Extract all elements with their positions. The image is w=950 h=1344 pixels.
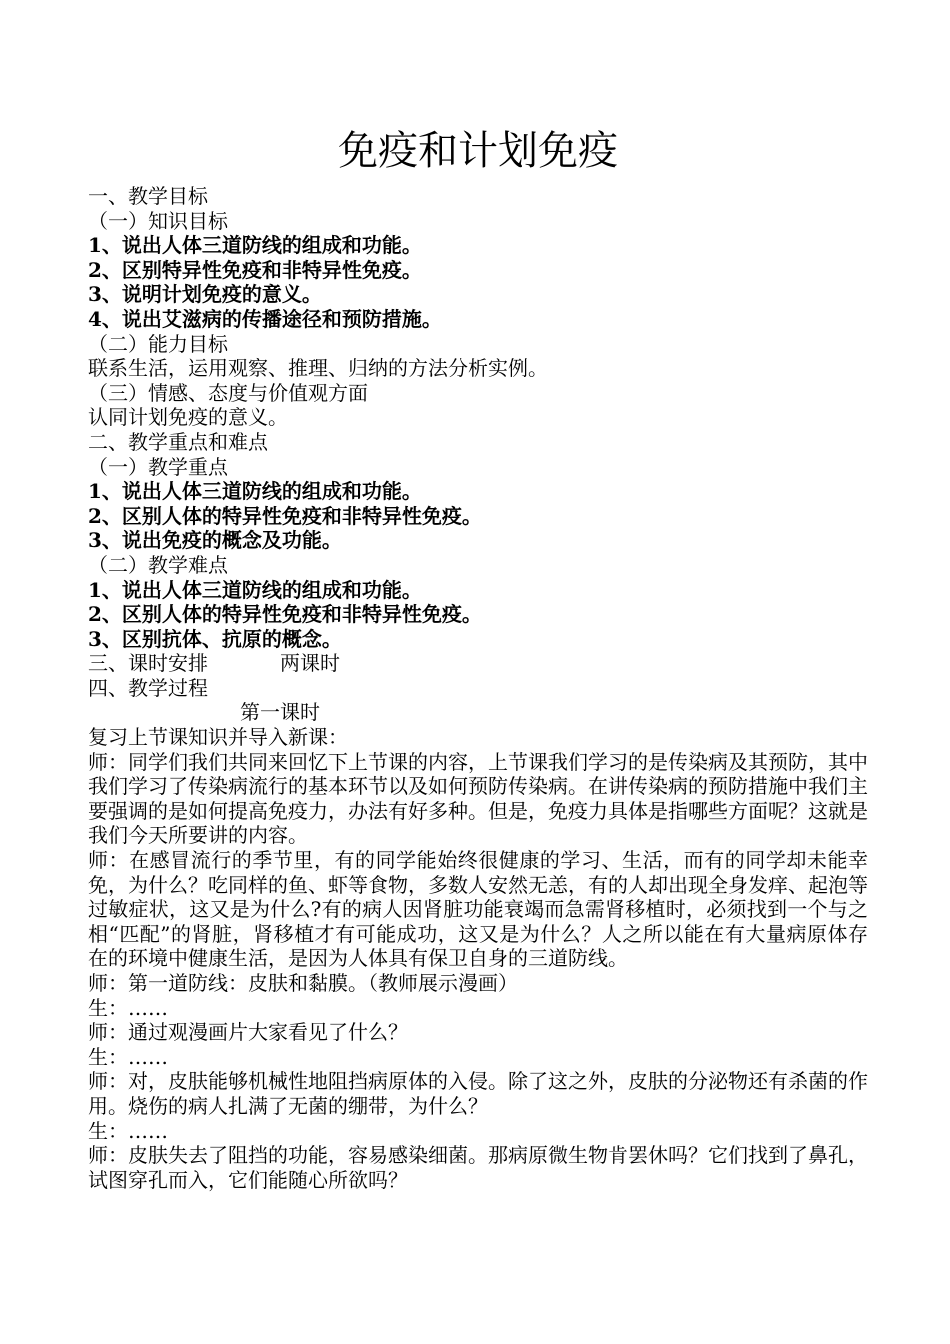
- dialogue-paragraph: 师：通过观漫画片大家看见了什么？: [88, 1020, 408, 1045]
- dialogue-section: [88, 750, 868, 1193]
- dialogue-paragraph: 师：在感冒流行的季节里，有的同学能始终很健康的学习、生活，而有的同学却未能幸免，为什么？吃同样的鱼、虾等食物，多数人安然无恙，有的人却出现全身发痒、起泡等过敏症状，这又是为什么?有的病人因肾脏功能衰竭而急需肾移植时，必须找到一个与之相“匹配”的肾脏，肾移植才有可能成功，这又是为什么？人之所以能在有大量病原体存在的环境中健康生活，是因为人体具有保卫自身的三道防线。: [88, 848, 868, 971]
- dialogue-paragraph: 师：皮肤失去了阻挡的功能，容易感染细菌。那病原微生物肯罢休吗？它们找到了鼻孔，试图穿孔而入，它们能随心所欲吗？: [88, 1143, 868, 1192]
- text-line: 4、说出艾滋病的传播途径和预防措施。: [88, 306, 442, 331]
- schedule-value: 两课时: [280, 651, 340, 676]
- text-line: （三）情感、态度与价值观方面: [88, 380, 368, 405]
- text-line: 一、教学目标: [88, 184, 208, 208]
- text-line: （一）教学重点: [88, 454, 228, 479]
- process-heading: 四、教学过程: [88, 675, 208, 700]
- schedule-line: [88, 651, 868, 676]
- dialogue-paragraph: 生：……: [88, 1044, 168, 1069]
- text-line: 1、说出人体三道防线的组成和功能。: [88, 479, 422, 504]
- document-page: [88, 122, 868, 1192]
- lesson-heading: 第一课时: [240, 700, 320, 725]
- text-line: 3、说明计划免疫的意义。: [88, 282, 322, 307]
- text-line: 2、区别人体的特异性免疫和非特异性免疫。: [88, 602, 482, 627]
- text-line: 1、说出人体三道防线的组成和功能。: [88, 577, 422, 602]
- dialogue-paragraph: 师：对，皮肤能够机械性地阻挡病原体的入侵。除了这之外，皮肤的分泌物还有杀菌的作用。烧伤的病人扎满了无菌的绷带，为什么？: [88, 1069, 868, 1118]
- key-points-section: [88, 430, 868, 651]
- text-line: （二）教学难点: [88, 552, 228, 577]
- dialogue-paragraph: 师：同学们我们共同来回忆下上节课的内容，上节课我们学习的是传染病及其预防，其中我们学习了传染病流行的基本环节以及如何预防传染病。在讲传染病的预防措施中我们主要强调的是如何提高免疫力，办法有好多种。但是，免疫力具体是指哪些方面呢？这就是我们今天所要讲的内容。: [88, 749, 868, 848]
- objectives-section: [88, 184, 868, 430]
- dialogue-paragraph: 师：第一道防线：皮肤和黏膜。（教师展示漫画）: [88, 971, 518, 995]
- text-line: （一）知识目标: [88, 208, 228, 233]
- dialogue-paragraph: 生：……: [88, 995, 168, 1020]
- text-line: 1、说出人体三道防线的组成和功能。: [88, 233, 422, 258]
- text-line: 3、说出免疫的概念及功能。: [88, 528, 342, 553]
- text-line: 认同计划免疫的意义。: [88, 405, 288, 430]
- text-line: 联系生活，运用观察、推理、归纳的方法分析实例。: [88, 356, 548, 381]
- text-line: 二、教学重点和难点: [88, 429, 268, 454]
- review-line: 复习上节课知识并导入新课：: [88, 725, 348, 750]
- text-line: （二）能力目标: [88, 331, 228, 356]
- document-title: 免疫和计划免疫: [338, 128, 618, 174]
- dialogue-paragraph: 生：……: [88, 1118, 168, 1143]
- schedule-label: 三、课时安排: [88, 651, 208, 676]
- text-line: 3、区别抗体、抗原的概念。: [88, 626, 342, 651]
- text-line: 2、区别特异性免疫和非特异性免疫。: [88, 257, 422, 282]
- text-line: 2、区别人体的特异性免疫和非特异性免疫。: [88, 503, 482, 528]
